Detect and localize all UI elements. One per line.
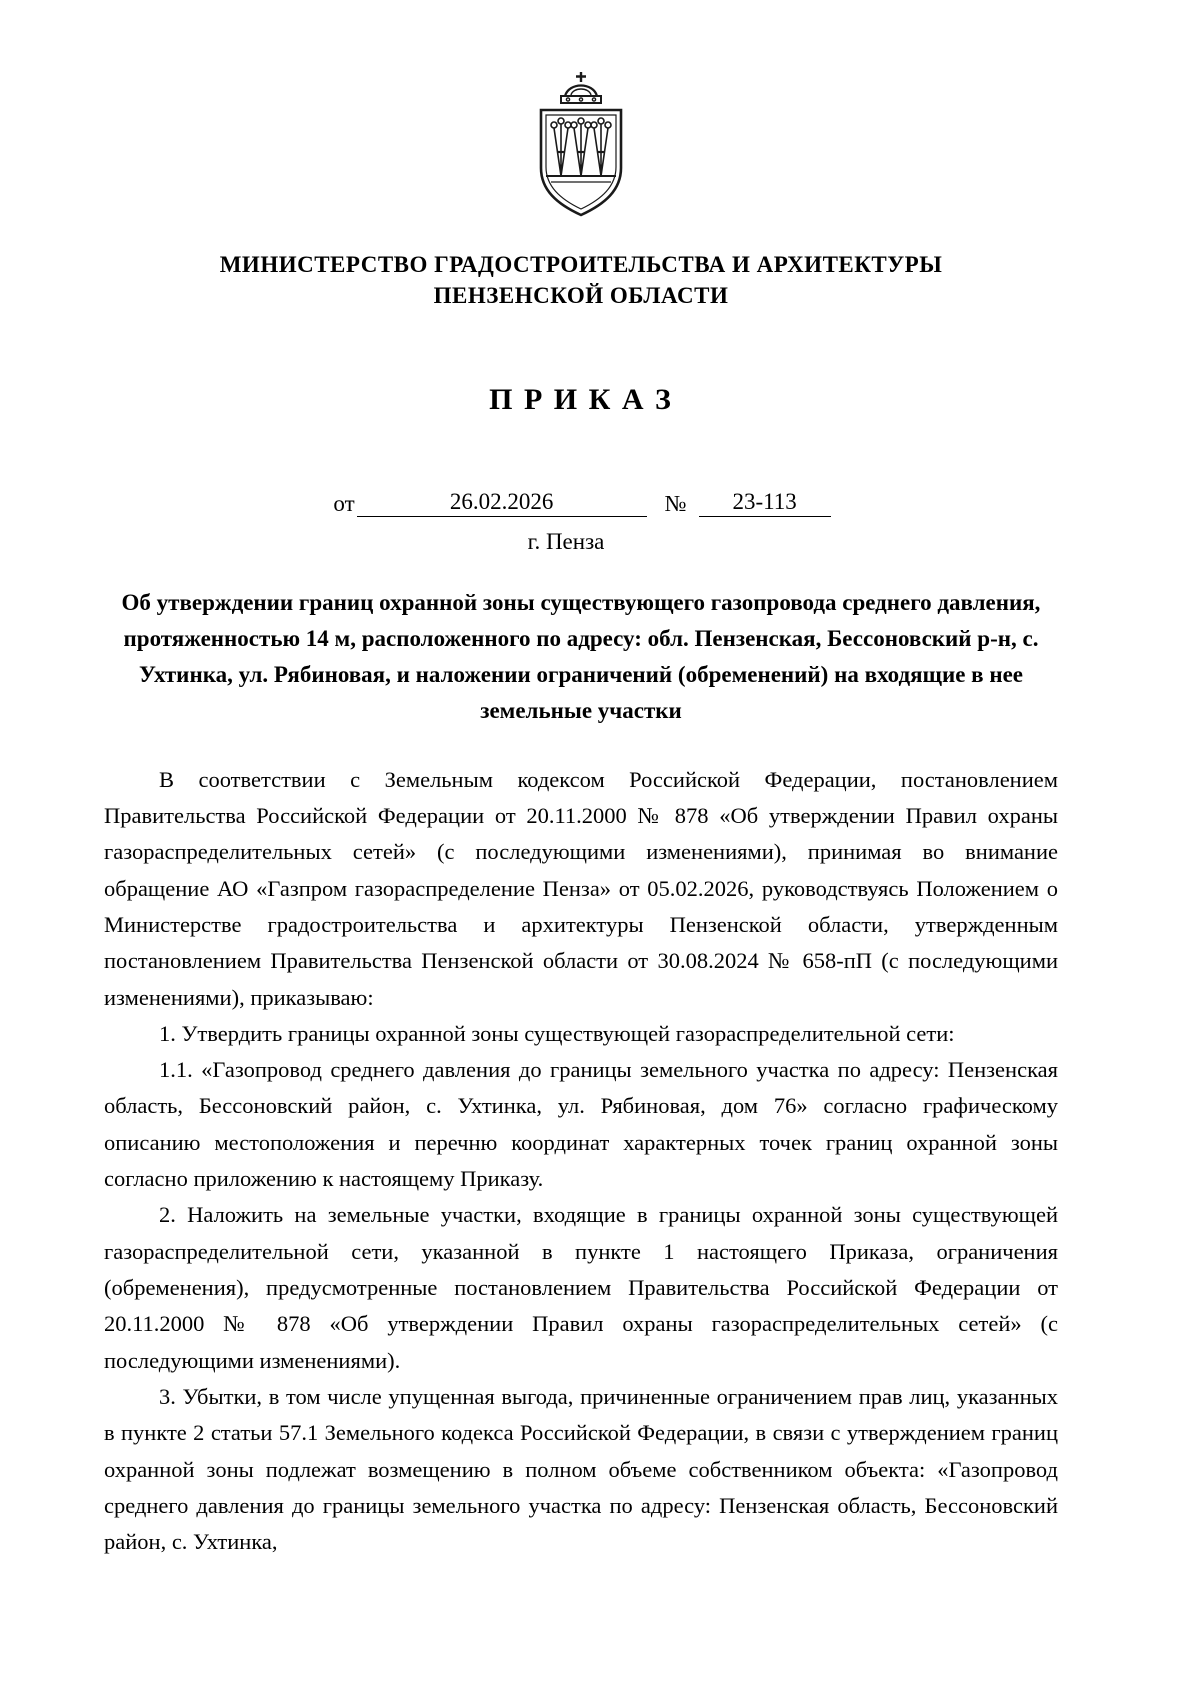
number-value: 23-113 bbox=[699, 489, 831, 517]
date-value: 26.02.2026 bbox=[357, 489, 647, 517]
org-name bbox=[104, 249, 1058, 311]
paragraph-point-3: 3. Убытки, в том числе упущенная выгода, причиненные ограничением прав лиц, указанных в пункте 2 статьи 57.1 Земельного кодекса Российской Федерации, в связи с утверждением границ охранной зоны подлежат возмещению в полном объеме собственником объекта: «Газопровод среднего давления до границы земельного участка по адресу: Пензенская область, Бессоновский район, с. Ухтинка, bbox=[104, 1384, 1058, 1555]
number-label: № bbox=[664, 491, 687, 517]
org-name-line1: МИНИСТЕРСТВО ГРАДОСТРОИТЕЛЬСТВА И АРХИТЕКТУРЫ bbox=[219, 252, 943, 277]
paragraph-point-1: 1. Утвердить границы охранной зоны существующей газораспределительной сети: bbox=[159, 1020, 955, 1046]
city: г. Пенза bbox=[527, 529, 605, 555]
org-name-line2: ПЕНЗЕНСКОЙ ОБЛАСТИ bbox=[433, 283, 729, 309]
doc-type-title: П Р И К А З bbox=[489, 383, 673, 417]
penza-coat-of-arms-icon bbox=[525, 70, 637, 218]
paragraph-preamble: В соответствии с Земельным кодексом Российской Федерации, постановлением Правительства Российской Федерации от 20.11.2000 № 878 «Об утверждении Правил охраны газораспределительных сетей» (с последующими изменениями), принимая во внимание обращение АО «Газпром газораспределение Пенза» от 05.02.2026, руководствуясь Положением о Министерстве градостроительства и архитектуры Пензенской области, утвержденным постановлением Правительства Пензенской области от 30.08.2024 № 658-пП (с последующими изменениями), приказываю: bbox=[104, 766, 1058, 1010]
emblem-wrap bbox=[104, 70, 1058, 223]
date-number-line bbox=[104, 489, 1058, 517]
paragraph-point-2: 2. Наложить на земельные участки, входящие в границы охранной зоны существующей газораспределительной сети, указанной в пункте 1 настоящего Приказа, ограничения (обременения), предусмотренные постановлением Правительства Российской Федерации от 20.11.2000 № 878 «Об утверждении Правил охраны газораспределительных сетей» (с последующими изменениями). bbox=[104, 1202, 1058, 1373]
paragraph-point-1-1: 1.1. «Газопровод среднего давления до границы земельного участка по адресу: Пензенская область, Бессоновский район, с. Ухтинка, ул. Рябиновая, дом 76» согласно графическому описанию местоположения и перечню координат характерных точек границ охранной зоны согласно приложению к настоящему Приказу. bbox=[104, 1057, 1058, 1192]
date-label: от bbox=[333, 491, 355, 517]
subject-title: Об утверждении границ охранной зоны существующего газопровода среднего давления, протяженностью 14 м, расположенного по адресу: обл. Пензенская, Бессоновский р-н, с. Ухтинка, ул. Рябиновая, и наложении ограничений (обременений) на входящие в нее земельные участки bbox=[121, 590, 1041, 724]
document-body bbox=[104, 762, 1058, 1561]
